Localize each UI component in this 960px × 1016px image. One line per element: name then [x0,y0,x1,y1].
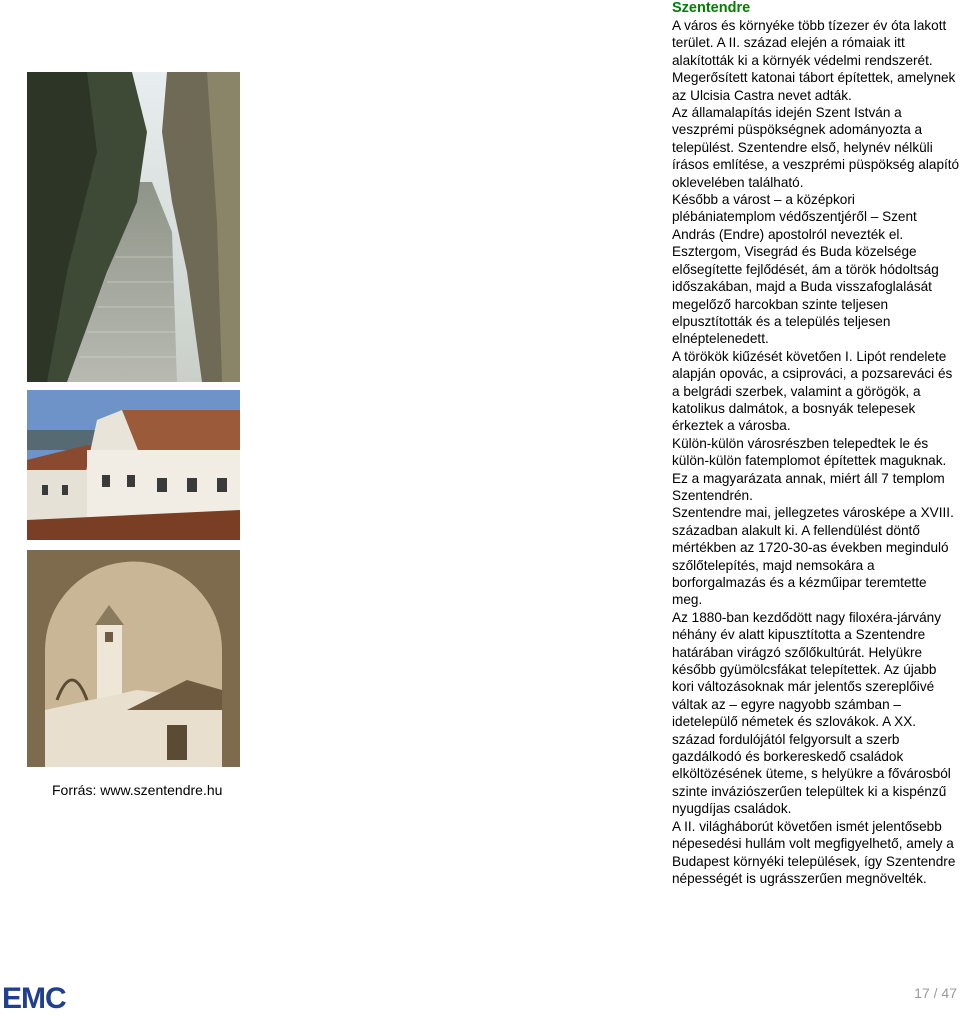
page-number: 17 / 47 [914,985,957,1001]
paragraph: Az 1880-ban kezdődött nagy filoxéra-járvány néhány év alatt kipusztította a Szentendre határában virágzó szőlőkultúrát. Helyükre később gyümölcsfákat telepítettek. Az újabb kori változásoknak már jelentős szereplőivé váltak az – egyre nagyobb számban – idetelepülő németek és szlovákok. A XX. század fordulójától felgyorsult a szerb gazdálkodó és borkereskedő családok elköltözésének üteme, s helyükre a fővárosból szinte inváziószerűen települtek ki a kispénzű nyugdíjas családok. [672,609,951,817]
image-source-caption: Forrás: www.szentendre.hu [52,782,223,798]
baroque-house-photo [27,390,240,540]
paragraph: Később a várost – a középkori plébániatemplom védőszentjéről – Szent András (Endre) apostolról nevezték el. [672,192,917,242]
paragraph: A II. világháborút követően ismét jelentősebb népesedési hullám volt megfigyelhető, amely a Budapest környéki települések, így Szentendre népességét is ugrásszerűen megnövelték. [672,818,956,886]
paragraph: Az államalapítás idején Szent István a veszprémi püspökségnek adományozta a települést. Szentendre első, helynév nélküli írásos említése, a veszprémi püspökség alapító oklevelében található. [672,105,960,190]
paragraph: A város és környéke több tízezer év óta lakott terület. A II. század elején a rómaiak itt alakították ki a környék védelmi rendszerét. Megerősített katonai tábort építettek, amelynek az Ulcisia Castra nevet adták. [672,18,956,103]
article-text [672,0,960,887]
emc-logo [2,983,82,1011]
paragraph: A törökök kiűzését követően I. Lipót rendelete alapján opovác, a csiprováci, a pozsareváci és a belgrádi szerbek, valamint a görögök, a katolikus dalmátok, a bosnyák telepesek érkeztek a városba. [672,348,953,434]
svg-text:EMC: EMC [2,983,66,1011]
paragraph: Esztergom, Visegrád és Buda közelsége elősegítette fejlődését, ám a török hódoltság időszakában, majd a Buda visszafoglalását megelőző harcokban szinte teljesen elpusztították és a település teljesen elnéptelenedett. [672,244,939,347]
section-title: Szentendre [672,0,751,16]
alley-photo [27,72,240,382]
paragraph: Külön-külön városrészben telepedtek le és külön-külön fatemplomot építettek maguknak. Ez a magyarázata annak, miért áll 7 templom Szentendrén. [672,435,947,503]
church-arch-photo [27,550,240,767]
paragraph: Szentendre mai, jellegzetes városképe a XVIII. században alakult ki. A fellendülést döntő mértékben az 1720-30-as években meginduló szőlőtelepítés, majd nemsokára a borforgalmazás és a kézműipar teremtette meg. [672,505,954,608]
